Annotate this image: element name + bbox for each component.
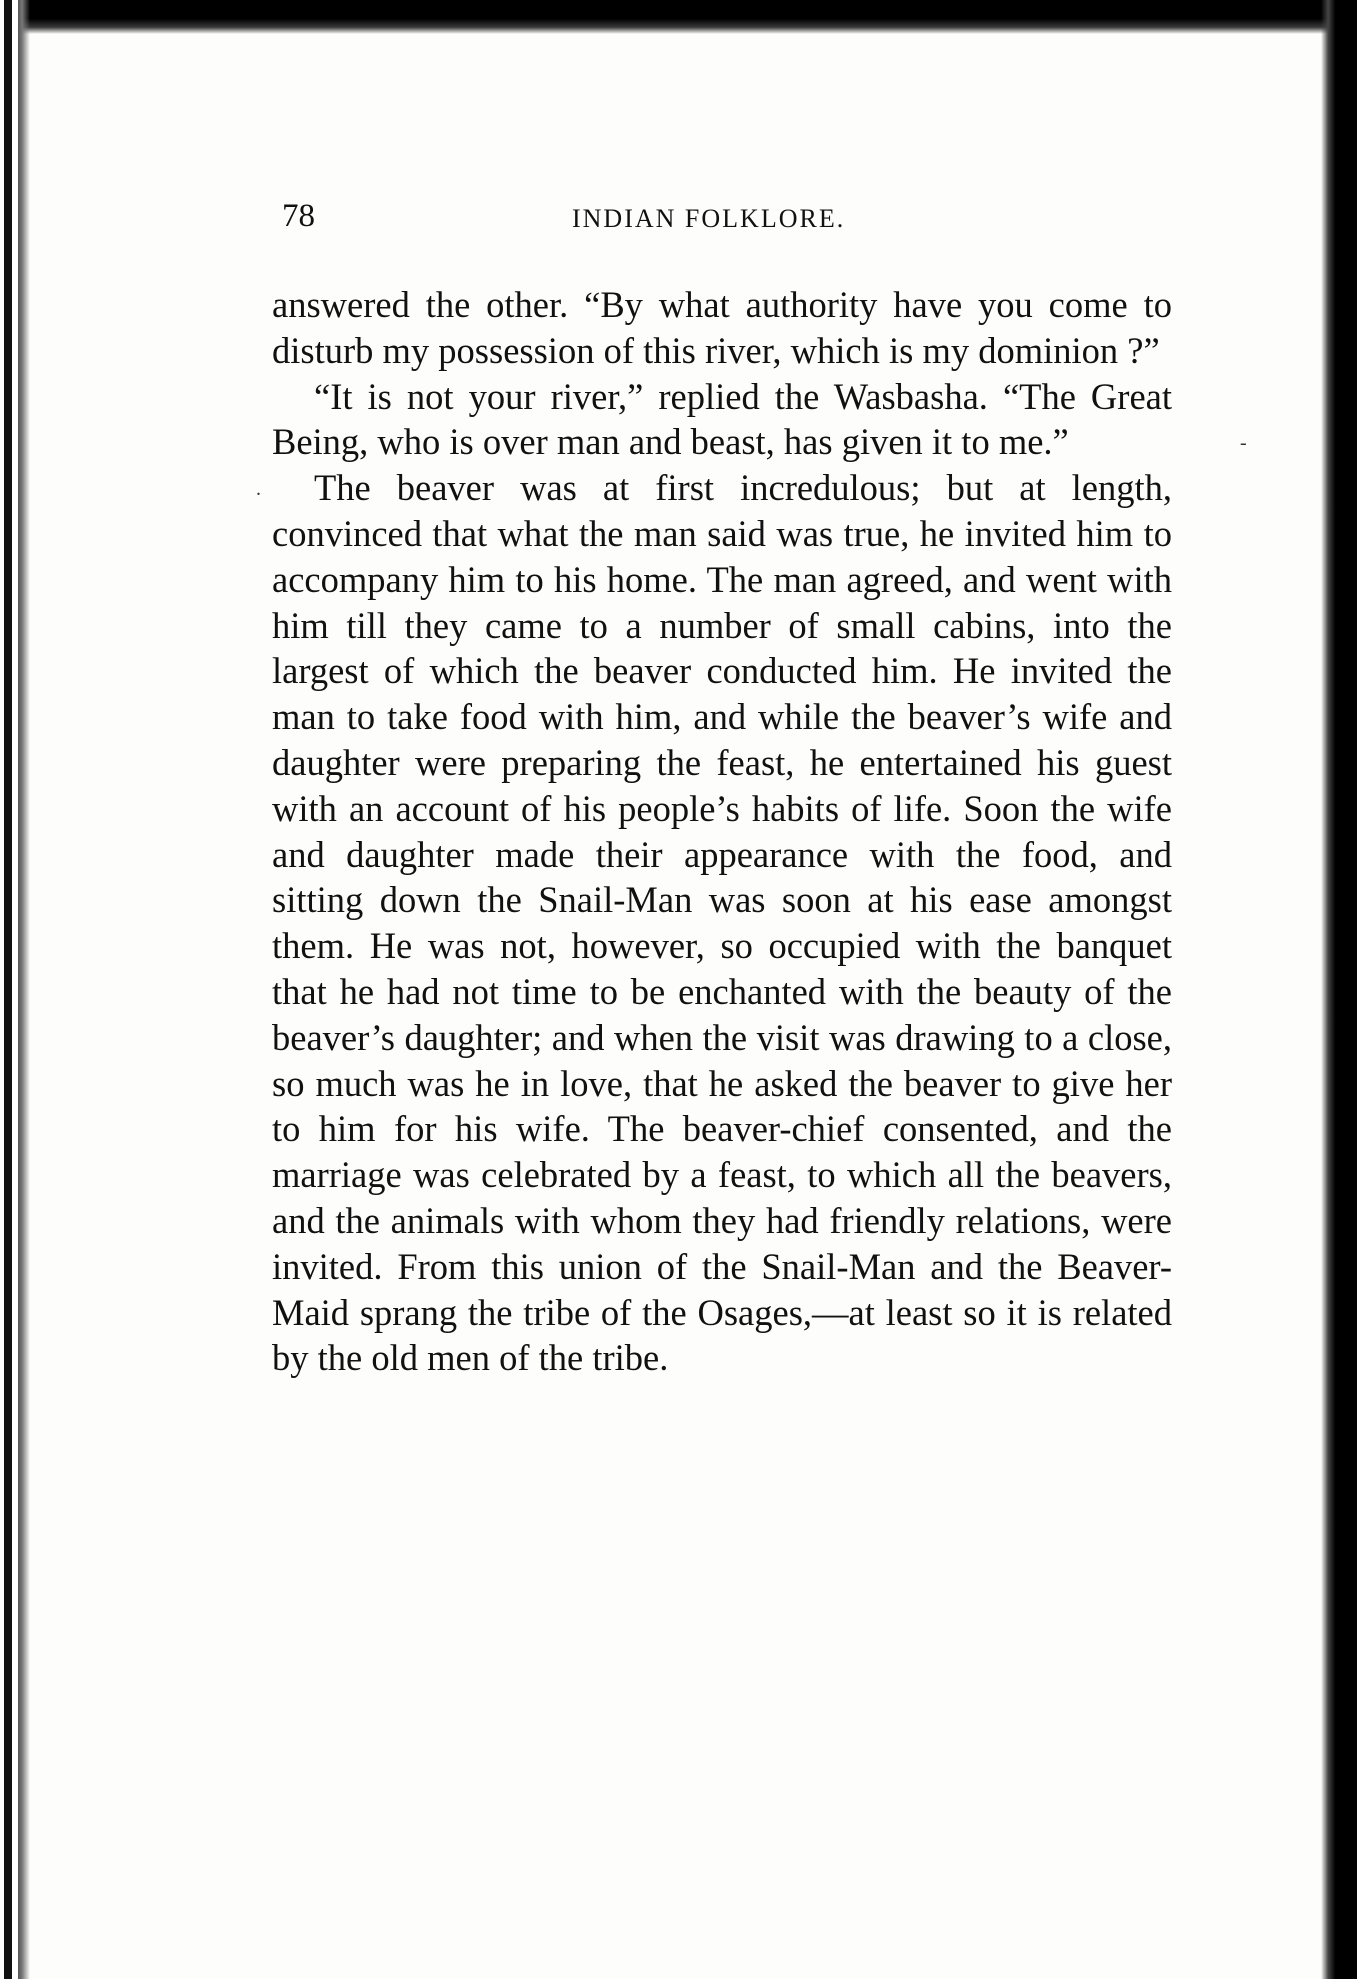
scan-speck: . xyxy=(256,478,261,500)
scan-edge-left xyxy=(0,0,30,1979)
paragraph-1: answered the other. “By what authority have you come to disturb my possession of this river, which is my dominion ?” xyxy=(272,284,1172,371)
page-number: 78 xyxy=(282,198,315,234)
page-header xyxy=(282,198,1172,246)
scan-edge-right xyxy=(1321,0,1357,1979)
body-text xyxy=(272,282,1172,1381)
paragraph-3: The beaver was at first incredulous; but at length, convinced that what the man said was true, he invited him to accompany him to his home. The man agreed, and went with him till they came to a number of small cabins, into the largest of which the beaver conducted him. He invited the man to take food with him, and while the beaver’s wife and daughter were preparing the feast, he entertained his guest with an account of his people’s habits of life. Soon the wife and daughter made their appearance with the food, and sitting down the Snail-Man was soon at his ease amongst them. He was not, however, so occupied with the banquet that he had not time to be enchanted with the beauty of the beaver’s daughter; and when the visit was drawing to a close, so much was he in love, that he asked the beaver to give her to him for his wife. The beaver-chief consented, and the marriage was celebrated by a feast, to which all the beavers, and the animals with whom they had friendly relations, were invited. From this union of the Snail-Man and the Beaver-Maid sprang the tribe of the Osages,—at least so it is related by the old men of the tribe. xyxy=(272,467,1172,1379)
paragraph-2: “It is not your river,” replied the Wasbasha. “The Great Being, who is over man and beast, has given it to me.” xyxy=(272,375,1172,463)
scan-speck: - xyxy=(1240,432,1247,454)
scan-edge-top xyxy=(0,0,1357,34)
running-head: INDIAN FOLKLORE. xyxy=(572,204,846,233)
